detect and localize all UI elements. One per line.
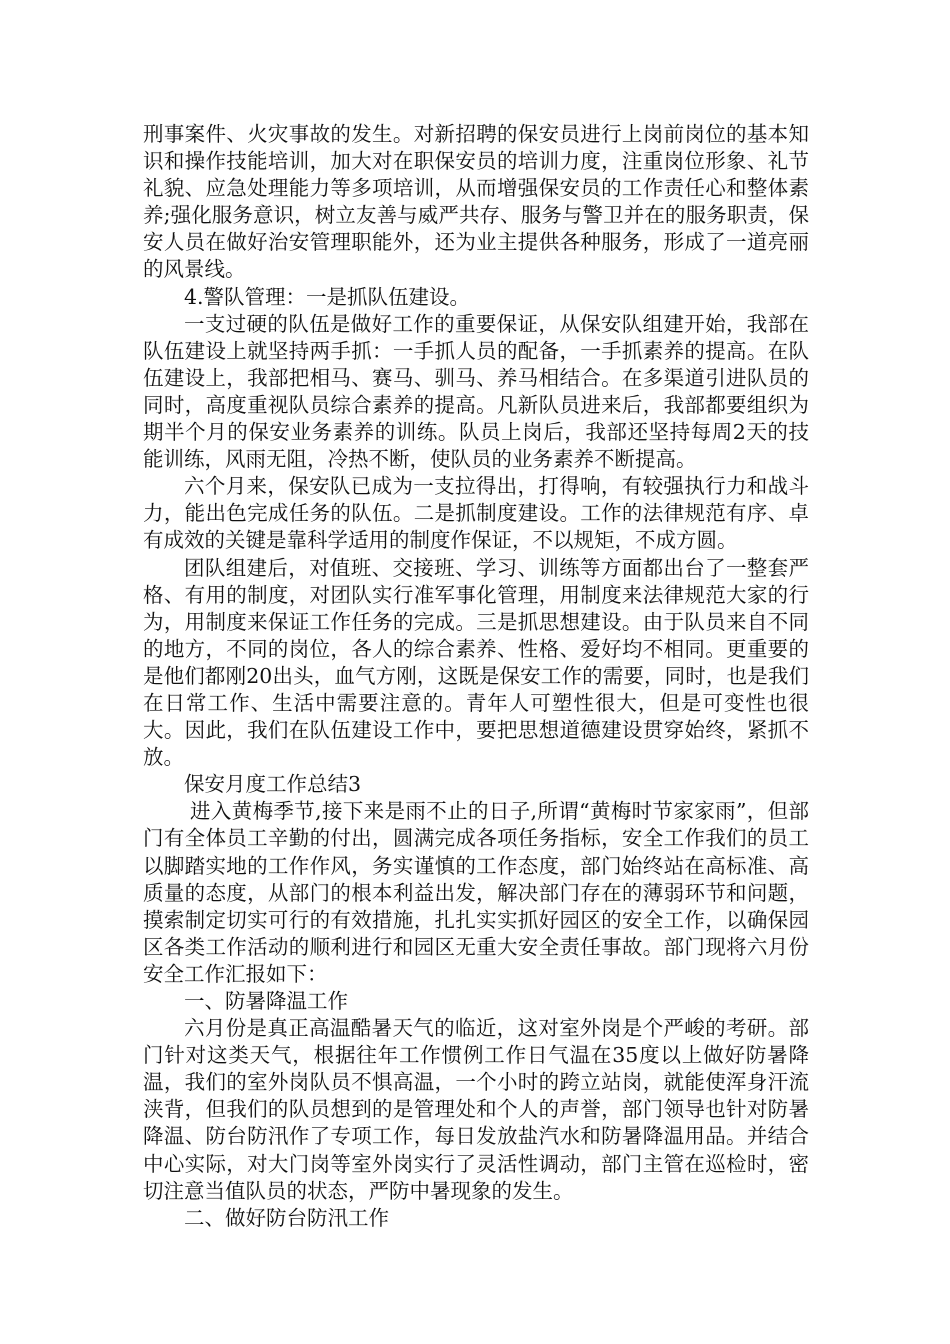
- paragraph-2-heading: 4.警队管理：一是抓队伍建设。: [184, 284, 471, 309]
- paragraph-9: 六月份是真正高温酷暑天气的临近，这对室外岗是个严峻的考研。部门针对这类天气，根据往年工作惯例工作日气温在35度以上做好防暑降温，我们的室外岗队员不惧高温，一个小时的跨立站岗，就能使浑身汗流浃背，但我们的队员想到的是管理处和个人的声誉，部门领导也针对防暑降温、防台防汛作了专项工作，每日发放盐汽水和防暑降温用品。并结合中心实际，对大门岗等室外岗实行了灵活性调动，部门主管在巡检时，密切注意当值队员的状态，严防中暑现象的发生。: [143, 1016, 809, 1203]
- paragraph-3: 一支过硬的队伍是做好工作的重要保证，从保安队组建开始，我部在队伍建设上就坚持两手抓：一手抓人员的配备，一手抓素养的提高。在队伍建设上，我部把相马、赛马、驯马、养马相结合。在多渠道引进队员的同时，高度重视队员综合素养的提高。凡新队员进来后，我部都要组织为期半个月的保安业务素养的训练。队员上岗后，我部还坚持每周2天的技能训练，风雨无阻，冷热不断，使队员的业务素养不断提高。: [143, 311, 809, 472]
- paragraph-7: 进入黄梅季节,接下来是雨不止的日子,所谓“黄梅时节家家雨”，但部门有全体员工辛勤的付出，圆满完成各项任务指标，安全工作我们的员工以脚踏实地的工作作风，务实谨慎的工作态度，部门始终站在高标准、高质量的态度，从部门的根本利益出发，解决部门存在的薄弱环节和问题，摸索制定切实可行的有效措施，扎扎实实抓好园区的安全工作，以确保园区各类工作活动的顺利进行和园区无重大安全责任事故。部门现将六月份安全工作汇报如下：: [143, 799, 809, 986]
- document-body: [143, 121, 809, 1232]
- paragraph-4: 六个月来，保安队已成为一支拉得出，打得响，有较强执行力和战斗力，能出色完成任务的队伍。二是抓制度建设。工作的法律规范有序、卓有成效的关键是靠科学适用的制度作保证，不以规矩，不成方圆。: [143, 474, 809, 553]
- subheading-1: 一、防暑降温工作: [184, 989, 348, 1013]
- subheading-2: 二、做好防台防汛工作: [184, 1205, 389, 1230]
- section-title: 保安月度工作总结3: [184, 772, 362, 797]
- paragraph-1: 刑事案件、火灾事故的发生。对新招聘的保安员进行上岗前岗位的基本知识和操作技能培训，加大对在职保安员的培训力度，注重岗位形象、礼节礼貌、应急处理能力等多项培训，从而增强保安员的工作责任心和整体素养;强化服务意识，树立友善与威严共存、服务与警卫并在的服务职责，保安人员在做好治安管理职能外，还为业主提供各种服务，形成了一道亮丽的风景线。: [143, 122, 809, 282]
- paragraph-5: 团队组建后，对值班、交接班、学习、训练等方面都出台了一整套严格、有用的制度，对团队实行准军事化管理，用制度来法律规范大家的行为，用制度来保证工作任务的完成。三是抓思想建设。由于队员来自不同的地方，不同的岗位，各人的综合素养、性格、爱好均不相同。更重要的是他们都刚20出头，血气方刚，这既是保安工作的需要，同时，也是我们在日常工作、生活中需要注意的。青年人可塑性很大，但是可变性也很大。因此，我们在队伍建设工作中，要把思想道德建设贯穿始终，紧抓不放。: [143, 555, 809, 770]
